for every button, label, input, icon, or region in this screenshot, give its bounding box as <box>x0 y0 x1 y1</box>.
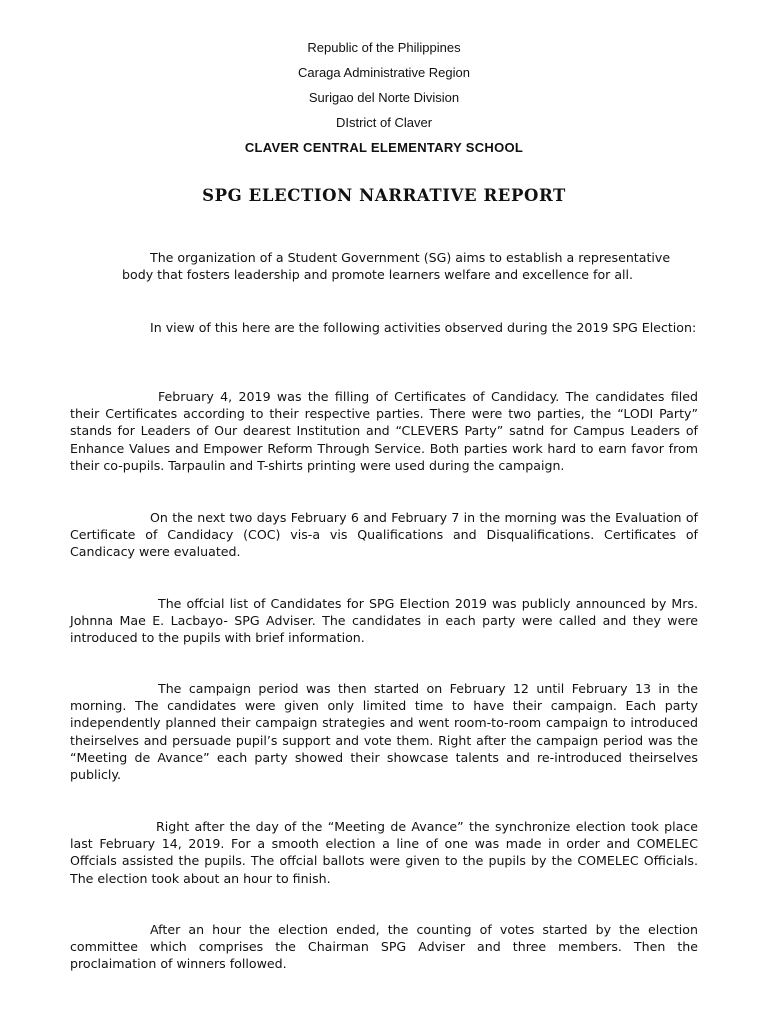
paragraph-counting: After an hour the election ended, the counting of votes started by the election committee which comprises the Chairman SPG Adviser and three members. Then the proclaimation of winners followed. <box>70 922 698 972</box>
paragraph-election-day: Right after the day of the “Meeting de Avance” the synchronize election took place last February 14, 2019. For a smooth election a line of one was made in order and COMELEC Offcials assisted the pupils. The offcial ballots were given to the pupils by the COMELEC Officials. The election took about an hour to finish. <box>70 819 698 886</box>
header-division: Surigao del Norte Division <box>308 90 460 105</box>
report-title: SPG ELECTION NARRATIVE REPORT <box>202 186 566 205</box>
paragraph-filing-coc: February 4, 2019 was the filling of Certificates of Candidacy. The candidates filed their Certificates according to their respective parties. There were two parties, the “LODI Party” stands for Leaders of Our dearest Institution and “CLEVERS Party” satnd for Campus Leaders of Enhance Values and Empower Reform Through Service. Both parties work hard to earn favor from their co-pupils. Tarpaulin and T-shirts printing were used during the campaign. <box>70 389 698 473</box>
paragraph-activities-intro: In view of this here are the following activities observed during the 2019 SPG Election: <box>150 320 697 335</box>
paragraph-campaign-period: The campaign period was then started on February 12 until February 13 in the morning. The candidates were given only limited time to have their campaign. Each party independently planned their campaign strategies and went room-to-room campaign to introduced theirselves and persuade pupil’s support and vote them. Right after the campaign period was the “Meeting de Avance” each party showed their showcase talents and re-introduced theirselves publicly. <box>70 681 698 783</box>
header-district: DIstrict of Claver <box>335 115 433 130</box>
paragraph-official-list: The offcial list of Candidates for SPG Election 2019 was publicly announced by Mrs. Johnna Mae E. Lacbayo- SPG Adviser. The candidates in each party were called and they were introduced to the pupils with brief information. <box>70 596 698 646</box>
paragraph-intro: The organization of a Student Government (SG) aims to establish a representative body that fosters leadership and promote learners welfare and excellence for all. <box>122 250 671 283</box>
header-region: Caraga Administrative Region <box>298 65 470 80</box>
header-school-name: CLAVER CENTRAL ELEMENTARY SCHOOL <box>244 140 524 155</box>
letterhead <box>0 35 768 160</box>
header-country: Republic of the Philippines <box>307 40 461 55</box>
paragraph-coc-evaluation: On the next two days February 6 and February 7 in the morning was the Evaluation of Certificate of Candidacy (COC) vis-a vis Qualifications and Disqualifications. Certificates of Candicacy were evaluated. <box>70 510 698 560</box>
